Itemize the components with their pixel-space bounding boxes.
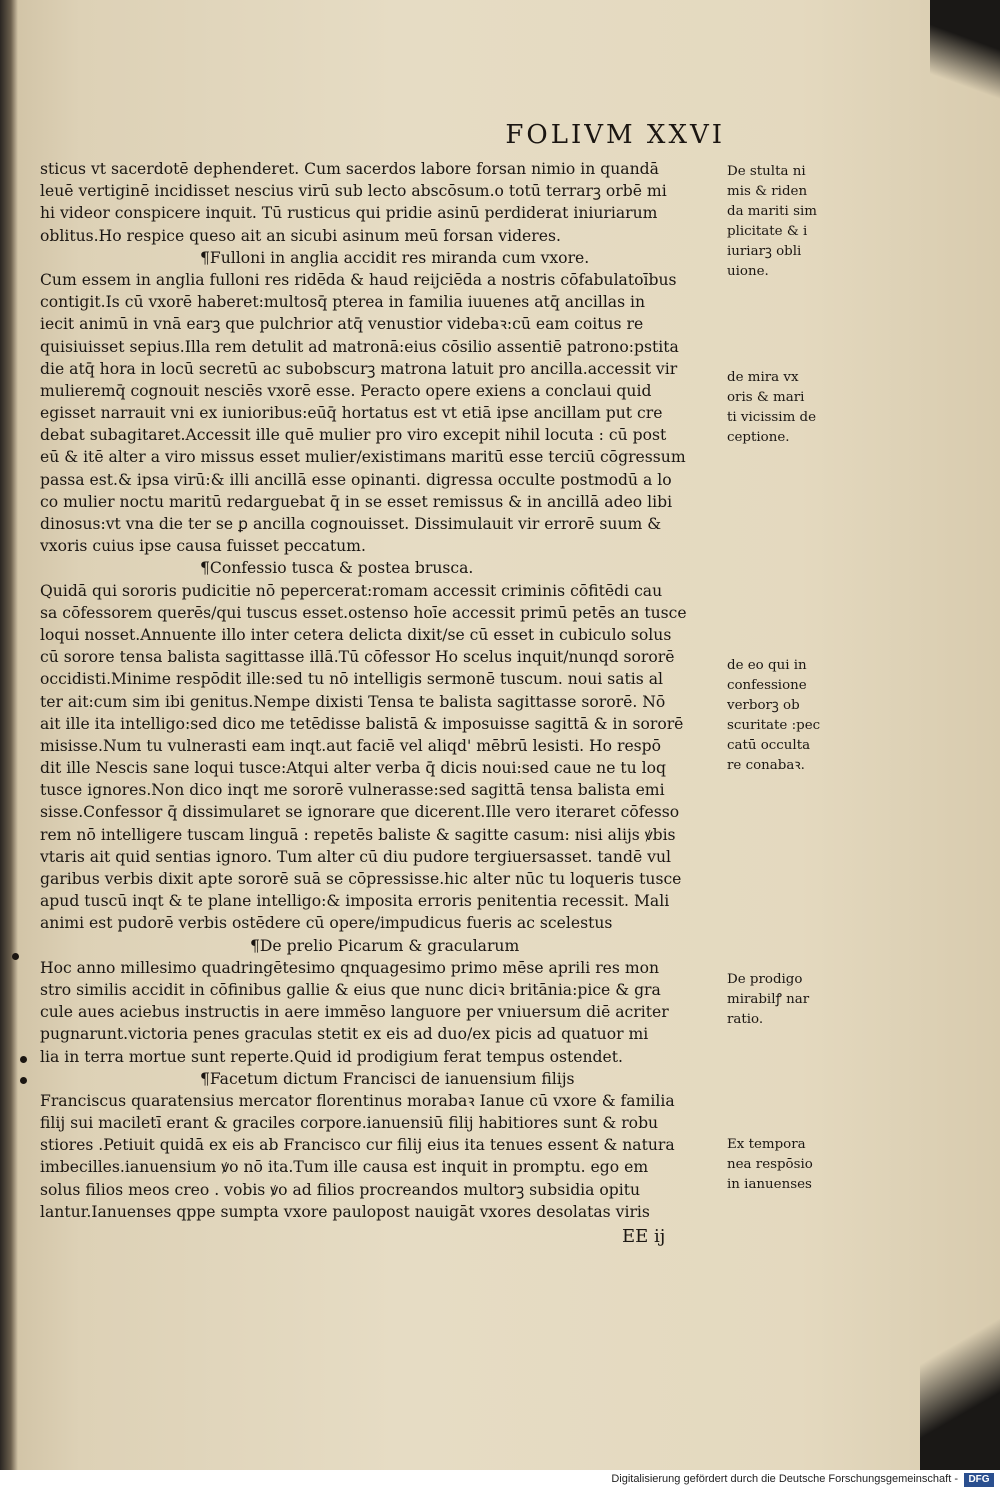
marginal-note-line: mis & riden: [727, 184, 808, 199]
text-line: lia in terra mortue sunt reperte.Quid id prodigium ferat tempus ostendet.: [40, 1047, 623, 1066]
text-line: filij sui maciletī erant & graciles corpore.ianuensiū filij habitiores sunt & robu: [40, 1114, 659, 1133]
marginal-note-line: ti vicissim de: [727, 410, 817, 425]
text-line: iecit animū in vnā earꝫ que pulchrior atq̄ venustior videbaꝛ:cū eam coitus re: [40, 315, 644, 334]
marginal-note: [727, 970, 822, 1030]
marginal-note-line: mirabilꝭ nar: [727, 992, 810, 1007]
text-line: loqui nosset.Annuente illo inter cetera delicta dixit/se cū esset in cubiculo solus: [40, 625, 672, 644]
text-line: quisiuisset sepius.Illa rem detulit ad matronā:eius cōsilio assentiē patrono:pstita: [40, 337, 679, 356]
text-line: Quidā qui sororis pudicitie nō pepercerat:romam accessit criminis cōfitēdi cau: [40, 581, 663, 600]
text-line: Hoc anno millesimo quadringētesimo qnquagesimo primo mēse aprili res mon: [40, 958, 660, 977]
text-line: lantur.Ianuenses qppe sumpta vxore paulopost nauigāt vxores desolatas viris: [40, 1202, 650, 1221]
marginal-note-line: de eo qui in: [727, 658, 807, 673]
text-line: tusce ignores.Non dico inqt me sororē vulnerasse:sed sagittā tensa balista emi: [40, 781, 665, 800]
text-line: Franciscus quaratensius mercator florentinus morabaꝛ Ianue cū vxore & familia: [40, 1091, 675, 1110]
text-line: stro similis accidit in cōfinibus gallie & eius que nunc diciꝛ britānia:pice & gra: [40, 980, 661, 999]
text-line: imbecilles.ianuensium ꝟo nō ita.Tum ille causa est inquit in promptu. ego em: [40, 1158, 649, 1177]
text-line: hi videor conspicere inquit. Tū rusticus qui pridie asinū perdiderat iniuriarum: [40, 204, 658, 223]
dfg-logo: DFG: [964, 1473, 994, 1487]
marginal-note: [727, 368, 822, 448]
text-line: passa est.& ipsa virū:& illi ancillā esse opinanti. digressa occulte postmodū a lo: [40, 470, 672, 489]
main-text-block: [40, 158, 720, 1223]
text-line: oblitus.Ho respice queso ait an sicubi asinum meū forsan videres.: [40, 226, 561, 245]
text-line: Cum essem in anglia fulloni res ridēda & haud reijciēda a nostris cōfabulatoībus: [40, 270, 677, 289]
footer-credit: Digitalisierung gefördert durch die Deutsche Forschungsgemeinschaft -: [611, 1473, 958, 1485]
marginal-note-line: uione.: [727, 264, 769, 279]
marginal-note-line: ceptione.: [727, 430, 790, 445]
page-corner-damage: [920, 1240, 1000, 1470]
text-line: cū sorore tensa balista sagittasse illā.Tū cōfessor Ho scelus inquit/nunqd sororē: [40, 648, 675, 667]
marginal-note-line: iuriarꝫ obli: [727, 244, 802, 259]
text-line: sticus vt sacerdotē dephenderet. Cum sacerdos labore forsan nimio in quandā: [40, 160, 659, 178]
marginal-note-line: De stulta ni: [727, 164, 806, 179]
page-corner-damage: [930, 0, 1000, 140]
text-line: rem nō intelligere tuscam linguā : repetēs baliste & sagitte casum: nisi alijs ꝟbis: [40, 825, 676, 844]
text-line: debat subagitaret.Accessit ille quē mulier pro viro excepit nihil locuta : cū post: [40, 426, 667, 445]
marginal-note-line: confessione: [727, 678, 807, 693]
text-line: dit ille Nescis sane loqui tusce:Atqui alter verba q̄ dicis noui:sed caue ne tu loq: [40, 759, 667, 778]
text-line: garibus verbis dixit apte sororē suā se cōpressisse.hic alter nūc tu loqueris tusce: [40, 870, 682, 888]
folio-header: FOLIVM XXVI: [505, 120, 725, 150]
section-heading: ¶De prelio Picarum & gracularum: [250, 936, 520, 955]
marginal-note-line: verborꝫ ob: [727, 698, 800, 713]
text-line: cule aues aciebus instructis in aere immēso languore per vniuersum diē acriter: [40, 1003, 669, 1022]
text-line: animi est pudorē verbis ostēdere cū opere/impudicus fueris ac scelestus: [40, 914, 613, 933]
text-line: ter ait:cum sim ibi genitus.Nempe dixisti Tensa te balista sagittasse sororē. Nō: [40, 692, 666, 711]
text-line: misisse.Num tu vulnerasti eam inqt.aut faciē vel aliqd' mēbrū lesisti. Ho respō: [40, 736, 662, 755]
text-line: stiores .Petiuit quidā ex eis ab Francisco cur filij eius ita tenues essent & natura: [40, 1136, 675, 1155]
marginal-note-line: de mira vx: [727, 370, 799, 385]
marginal-note-line: Ex tempora: [727, 1137, 806, 1152]
text-line: die atq̄ hora in locū secretū ac subobscurꝫ matrona latuit pro ancilla.accessit vir: [40, 359, 678, 378]
marginal-note-line: da mariti sim: [727, 204, 817, 219]
marginal-note-line: ratio.: [727, 1012, 764, 1027]
text-line: mulieremq̄ cognouit nesciēs vxorē esse. Peracto opere exiens a conclaui quid: [40, 381, 652, 400]
text-line: egisset narrauit vni ex iunioribus:eūq̄ hortatus est vt etiā ipse ancillam put cre: [40, 404, 663, 423]
margin-dot-icon: [12, 953, 19, 960]
marginal-note-line: oris & mari: [727, 390, 805, 405]
marginal-note-line: nea respōsio: [727, 1157, 813, 1172]
text-line: eū & itē alter a viro missus esset mulier/existimans maritū esse terciū cōgressum: [40, 448, 686, 467]
text-line: pugnarunt.victoria penes graculas stetit ex eis ad duo/ex picis ad quatuor mi: [40, 1025, 649, 1044]
text-line: solus filios meos creo . vobis ꝟo ad filios procreandos multorꝫ subsidia opitu: [40, 1180, 641, 1199]
margin-dot-icon: [20, 1056, 27, 1063]
marginal-note-line: catū occulta: [727, 738, 811, 753]
footer-bar: [0, 1470, 1000, 1491]
marginal-note-line: scuritate :pec: [727, 718, 821, 733]
text-line: occidisti.Minime respōdit ille:sed tu nō intelligis sermonē tuscum. noui satis al: [40, 670, 664, 689]
marginal-note-line: De prodigo: [727, 972, 803, 987]
section-heading: ¶Fulloni in anglia accidit res miranda cum vxore.: [200, 248, 590, 267]
margin-dot-icon: [20, 1077, 27, 1084]
text-line: sisse.Confessor q̄ dissimularet se ignorare que dicerent.Ille vero iteraret cōfesso: [40, 803, 680, 822]
marginal-note-line: re conabaꝛ.: [727, 758, 805, 773]
text-line: vxoris cuius ipse causa fuisset peccatum.: [40, 537, 366, 556]
marginal-note: [727, 1135, 822, 1195]
section-heading: ¶Confessio tusca & postea brusca.: [200, 559, 474, 578]
marginal-note-line: in ianuenses: [727, 1177, 812, 1192]
text-line: ait ille ita intelligo:sed dico me tetēdisse balistā & imposuisse sagittā & in sororē: [40, 714, 684, 733]
text-line: leuē vertiginē incidisset nescius virū sub lecto abscōsum.o totū terrarꝫ orbē mi: [40, 182, 667, 201]
marginal-note: [727, 656, 822, 776]
text-line: sa cōfessorem querēs/qui tuscus esset.ostenso hoīe accessit primū petēs an tusce: [40, 603, 687, 622]
signature-mark: EE ij: [622, 1226, 666, 1247]
text-line: apud tuscū inqt & te plane intelligo:& imposita erroris penitentia recessit. Mali: [40, 892, 670, 911]
marginal-note-line: plicitate & i: [727, 224, 808, 239]
text-line: vtaris ait quid sentias ignoro. Tum alter cū diu pudore tergiuersasset. tandē vul: [40, 847, 671, 866]
marginal-note: [727, 162, 822, 282]
text-line: dinosus:vt vna die ter se ꝑ ancilla cognouisset. Dissimulauit vir errorē suum &: [40, 515, 662, 533]
text-line: contigit.Is cū vxorē haberet:multosq̄ pterea in familia iuuenes atq̄ ancillas in: [40, 293, 646, 312]
text-line: co mulier noctu maritū redarguebat q̄ in se esset remissus & in ancillā adeo libi: [40, 492, 673, 511]
section-heading: ¶Facetum dictum Francisci de ianuensium filijs: [200, 1069, 575, 1088]
